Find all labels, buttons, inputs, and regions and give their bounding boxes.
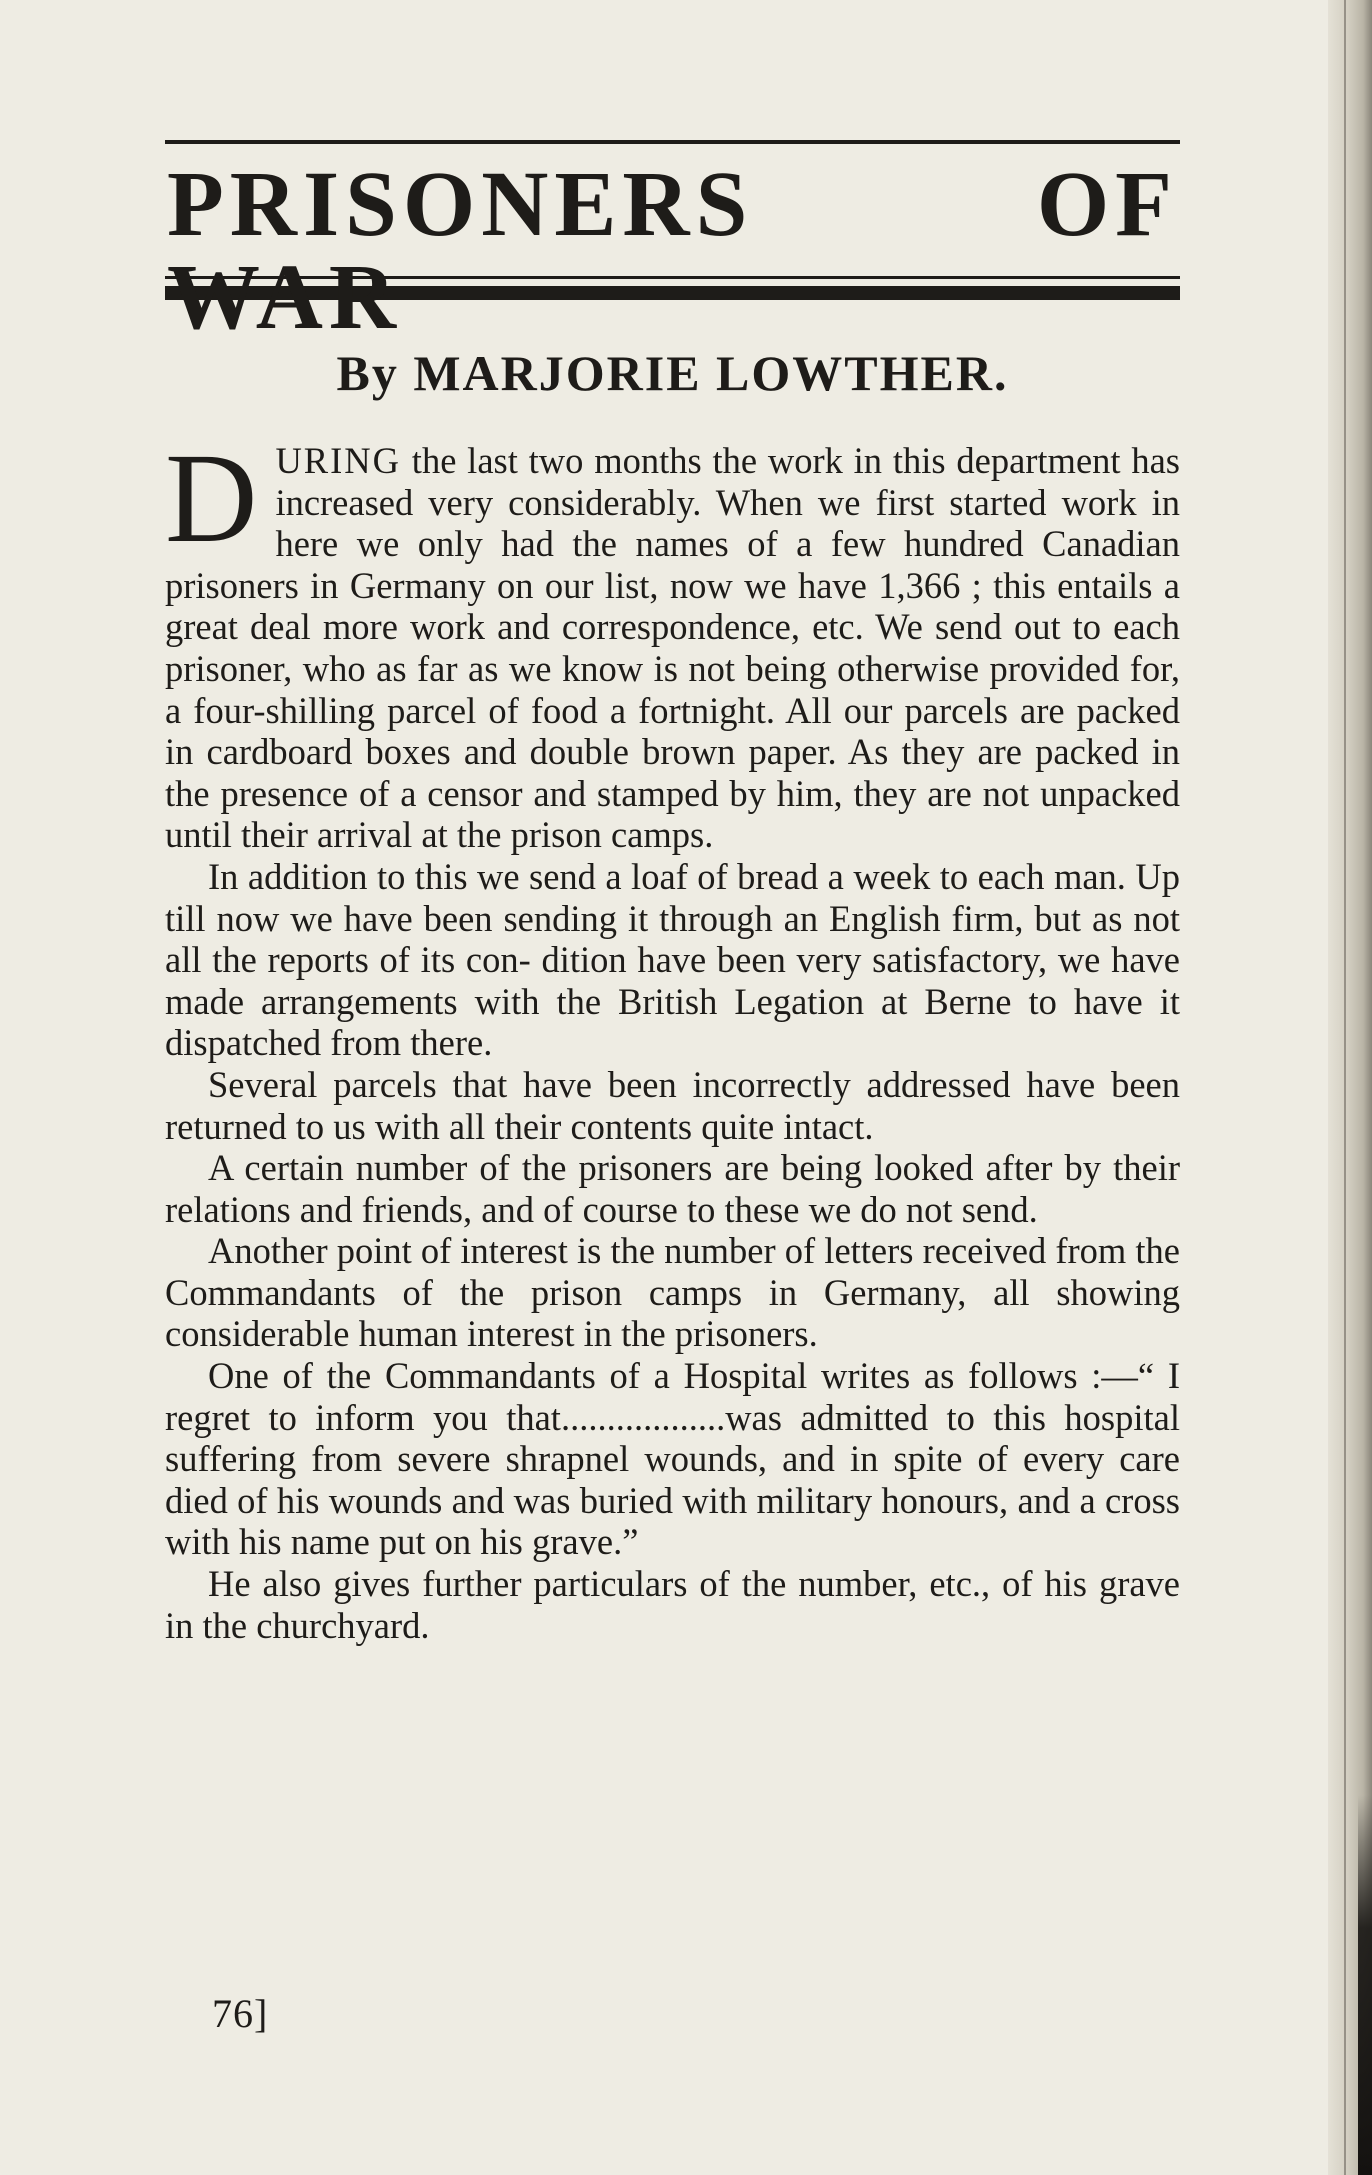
paragraph-text: the last two months the work in this department has increased very considerably. When we first started work in here we only had the names of a few hundred Canadian prisoners in Germany on our list, now we have 1,366 ; this entails a great deal more work and correspondence, etc. We send out to each prisoner, who as far as we know is not being otherwise provided for, a four-shilling parcel of food a fortnight. All our parcels are packed in cardboard boxes and double brown paper. As they are packed in the presence of a censor and stamped by him, they are not unpacked until their arrival at the prison camps. (165, 440, 1180, 856)
article-title: PRISONERS OF WAR (167, 153, 1178, 349)
author-byline: By MARJORIE LOWTHER. (336, 345, 1009, 401)
article-column (165, 140, 1180, 1646)
article-paragraph-4: A certain number of the prisoners are being looked after by their relations and friends, and of course to these we do not send. (165, 1147, 1180, 1230)
lead-caps: URING (275, 440, 402, 481)
article-paragraph-5: Another point of interest is the number of letters received from the Commandants of the prison camps in Germany, all showing considerable human interest in the prisoners. (165, 1230, 1181, 1355)
article-paragraph-6: One of the Commandants of a Hospital writes as follows :—“ I regret to inform you that..................was admitted to this hospital suffering from severe shrapnel wounds, and in spite of every care died of his wounds and was buried with military honours, and a cross with his name put on his grave.” (165, 1355, 1180, 1563)
drop-cap: D (165, 427, 258, 569)
header-rule-top (165, 140, 1180, 144)
page-spine-line (1344, 0, 1346, 2175)
page-number: 76] (212, 1991, 269, 2036)
article-paragraph-7: He also gives further particulars of the number, etc., of his grave in the churchyard. (165, 1563, 1180, 1646)
page-corner-shadow (1358, 1795, 1372, 2175)
article-body (165, 427, 1181, 1646)
article-paragraph-3: Several parcels that have been incorrectly addressed have been returned to us with all their contents quite intact. (165, 1063, 1180, 1147)
article-paragraph-2: In addition to this we send a loaf of bread a week to each man. Up till now we have been sending it through an English firm, but as not all the reports of its con- dition have been very satisfactory, we have made arrangements with the British Legation at Berne to have it dispatched from there. (165, 855, 1180, 1064)
article-paragraph-1 (165, 427, 1180, 856)
